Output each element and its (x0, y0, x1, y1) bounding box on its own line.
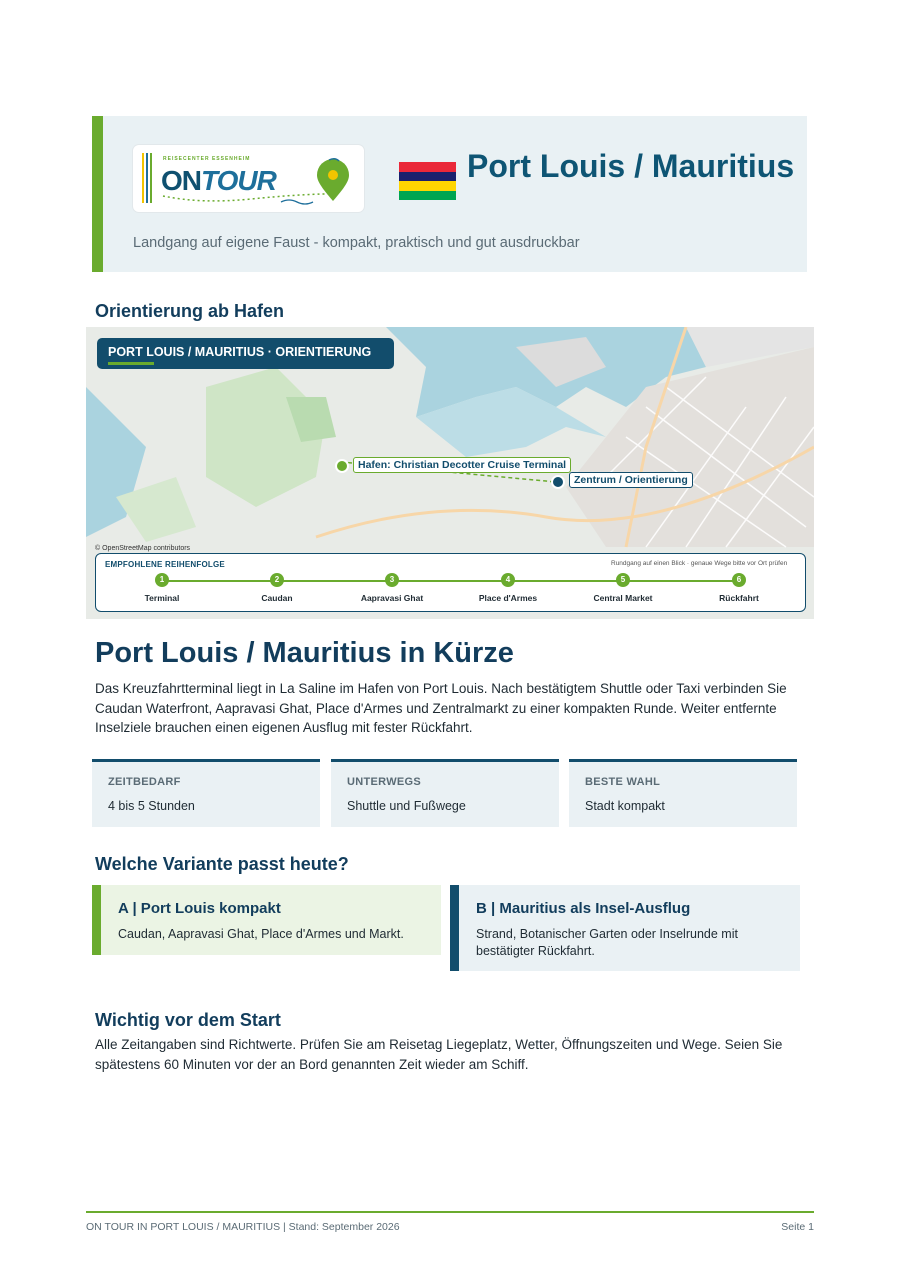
map-banner-title: PORT LOUIS / MAURITIUS · ORIENTIERUNG (108, 345, 372, 359)
variant-description: Caudan, Aapravasi Ghat, Place d'Armes und Markt. (118, 927, 404, 941)
fact-card-time (92, 759, 320, 827)
logo-stripes-icon (141, 153, 157, 205)
map-banner (97, 338, 394, 369)
fact-value: 4 bis 5 Stunden (108, 799, 195, 813)
step-label: Aapravasi Ghat (360, 593, 424, 603)
important-text: Alle Zeitangaben sind Richtwerte. Prüfen Sie am Reisetag Liegeplatz, Wetter, Öffnungszeiten und Wege. Seien Sie spätestens 60 Minuten vor der an Bord genannten Zeit wieder am Schiff. (95, 1037, 783, 1072)
step-number: 6 (732, 573, 746, 587)
header-accent-bar (92, 116, 103, 272)
orientation-map (86, 327, 814, 619)
step-number: 3 (385, 573, 399, 587)
route-title: EMPFOHLENE REIHENFOLGE (105, 560, 225, 569)
logo-wave-icon (161, 190, 331, 206)
route-step (342, 573, 442, 603)
mauritius-flag (399, 162, 456, 200)
fact-value: Shuttle und Fußwege (347, 799, 466, 813)
route-step (112, 573, 212, 603)
important-heading: Wichtig vor dem Start (95, 1010, 281, 1030)
route-step (227, 573, 327, 603)
footer-text: ON TOUR IN PORT LOUIS / MAURITIUS | Stand: September 2026 (86, 1221, 400, 1233)
route-note: Rundgang auf einen Blick · genaue Wege bitte vor Ort prüfen (611, 560, 788, 567)
fact-key: UNTERWEGS (347, 776, 422, 788)
page-subtitle: Landgang auf eigene Faust - kompakt, praktisch und gut ausdruckbar (133, 235, 580, 251)
variant-title: B | Mauritius als Insel-Ausflug (476, 900, 691, 917)
logo-tagline: REISECENTER ESSENHEIM (163, 156, 251, 162)
footer-divider (86, 1211, 814, 1213)
page-title: Port Louis / Mauritius (467, 148, 795, 184)
map-pin-icon (315, 157, 351, 203)
map-heading: Orientierung ab Hafen (95, 301, 285, 321)
variant-card-b (450, 885, 800, 971)
step-number: 1 (155, 573, 169, 587)
step-number: 5 (616, 573, 630, 587)
step-number: 4 (501, 573, 515, 587)
map-attribution: © OpenStreetMap contributors (95, 545, 191, 552)
variants-heading: Welche Variante passt heute? (95, 854, 349, 874)
logo-wordmark: ONTOUR (161, 165, 276, 196)
fact-key: BESTE WAHL (585, 776, 661, 788)
fact-card-best-choice (569, 759, 797, 827)
route-step (573, 573, 673, 603)
step-label: Caudan (261, 593, 293, 603)
fact-card-transport (331, 759, 559, 827)
fact-value: Stadt kompakt (585, 799, 665, 813)
step-number: 2 (270, 573, 284, 587)
route-step (458, 573, 558, 603)
variant-description: Strand, Botanischer Garten oder Inselrunde mit bestätigter Rückfahrt. (476, 927, 738, 958)
route-step (689, 573, 789, 603)
map-banner-underline (108, 362, 154, 365)
port-pin-label: Hafen: Christian Decotter Cruise Terminal (353, 457, 571, 473)
variant-title: A | Port Louis kompakt (118, 900, 281, 917)
step-label: Central Market (593, 593, 653, 603)
port-pin-icon (335, 459, 349, 473)
fact-key: ZEITBEDARF (108, 776, 181, 788)
step-label: Terminal (144, 593, 180, 603)
step-label: Place d'Armes (478, 593, 538, 603)
center-pin-icon (551, 475, 565, 489)
summary-heading: Port Louis / Mauritius in Kürze (95, 637, 514, 669)
variant-card-a (92, 885, 441, 955)
route-overview (95, 553, 806, 612)
summary-text: Das Kreuzfahrtterminal liegt in La Saline im Hafen von Port Louis. Nach bestätigtem Shuttle oder Taxi verbinden Sie Caudan Waterfront, Aapravasi Ghat, Place d'Armes und Zentralmarkt zu einer kompakten Runde. Weiter entfernte Inselziele brauchen einen eigenen Ausflug mit fester Rückfahrt. (95, 681, 787, 735)
page-number: Seite 1 (781, 1221, 814, 1233)
center-pin-label: Zentrum / Orientierung (569, 472, 693, 488)
on-tour-logo (133, 145, 364, 212)
step-label: Rückfahrt (719, 593, 759, 603)
